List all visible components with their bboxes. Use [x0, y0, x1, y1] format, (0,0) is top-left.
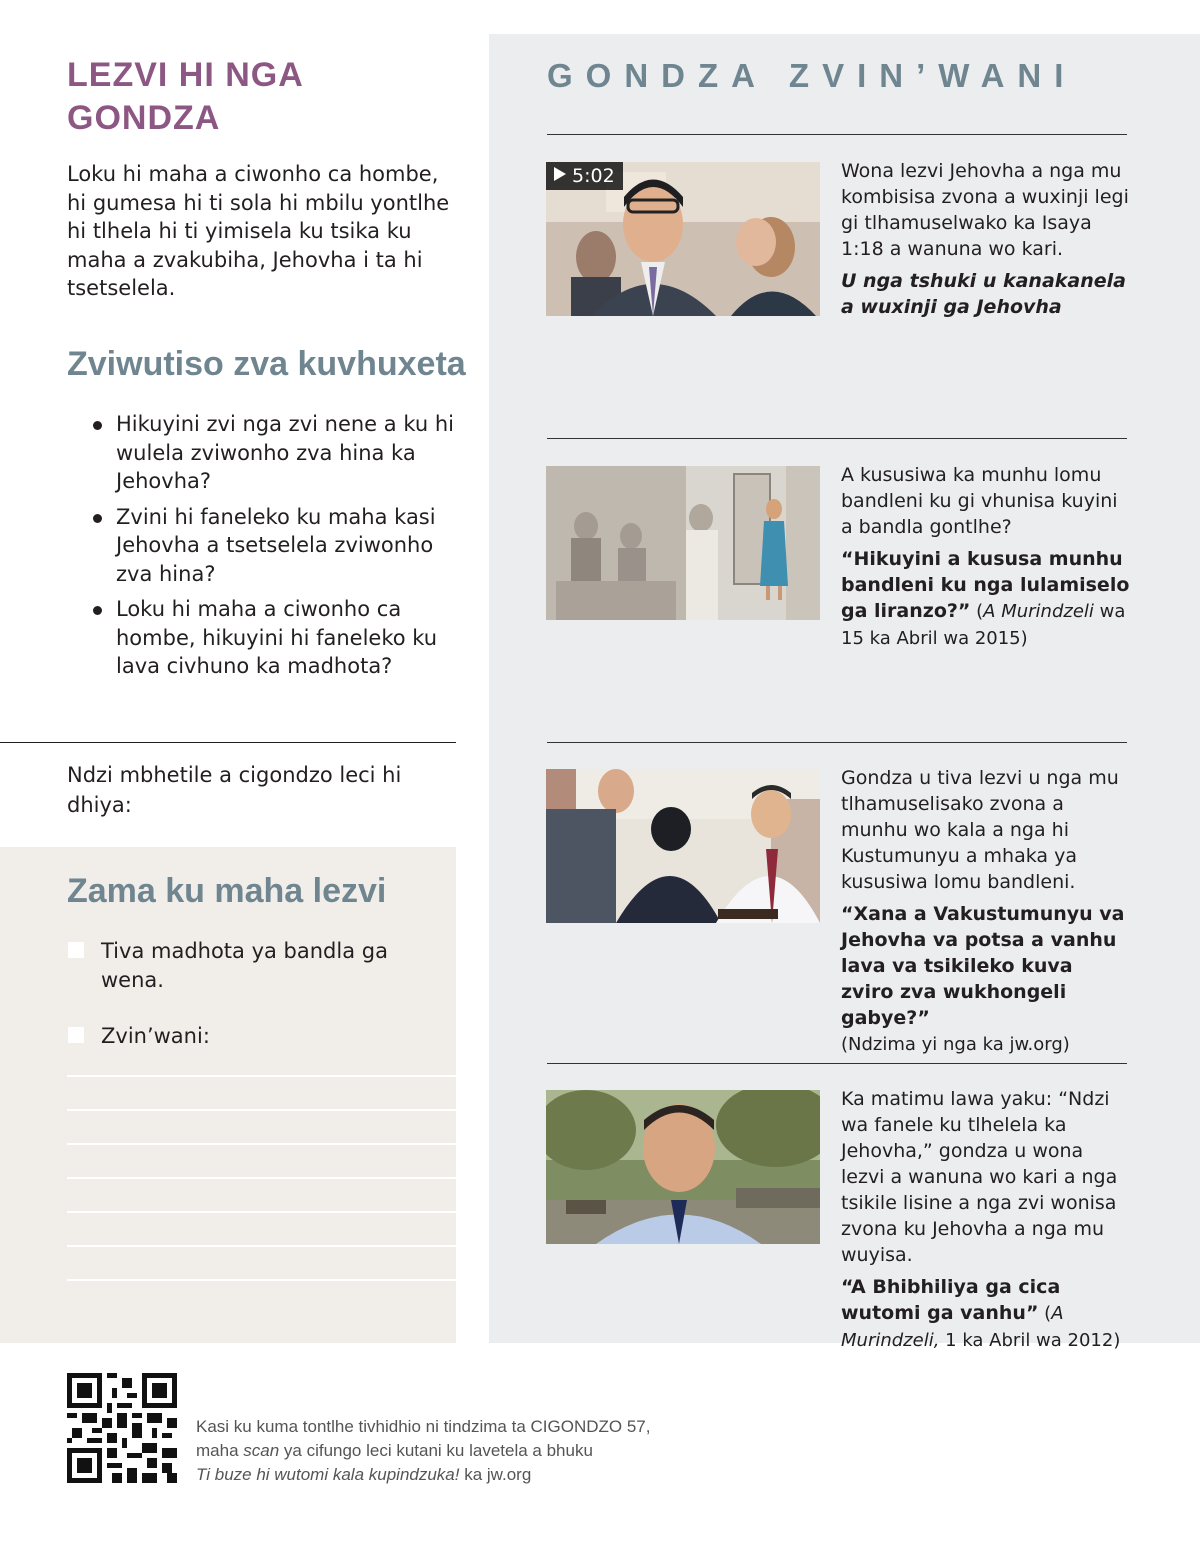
reference-publication: A Murindzeli,: [841, 1303, 1064, 1351]
footer-text: ya cifungo leci kutani ku lavetela a bhuku: [279, 1441, 593, 1460]
footer-line: Kasi ku kuma tontlhe tivhidhio ni tindzima ta CIGONDZO 57,: [196, 1417, 651, 1436]
explore-item-description: A kususiwa ka munhu lomu bandleni ku gi vhunisa kuyini a bandla gontlhe?: [841, 464, 1118, 538]
activity-item[interactable]: [67, 937, 407, 994]
review-questions: [92, 410, 462, 688]
bullet-icon: [93, 606, 102, 615]
checkbox[interactable]: [68, 1027, 84, 1043]
explore-item-reference[interactable]: [841, 901, 1131, 1058]
footer-book-title: Ti buze hi wutomi kala kupindzuka!: [196, 1465, 460, 1484]
reference-title[interactable]: U nga tshuki u kanakanela a wuxinji ga Jehovha: [841, 270, 1126, 318]
reference-publication: A Murindzeli: [983, 601, 1094, 622]
divider: [547, 134, 1127, 135]
reference-citation: (: [970, 601, 984, 622]
checkbox[interactable]: [68, 942, 84, 958]
illustration-thumbnail[interactable]: [546, 466, 820, 620]
divider: [547, 1063, 1127, 1064]
reference-title[interactable]: “Hikuyini a kususa munhu bandleni ku nga lulamiselo ga liranzo?”: [841, 548, 1130, 622]
writing-line[interactable]: [67, 1279, 456, 1281]
explore-item-description: Wona lezvi Jehovha a nga mu kombisisa zvona a wuxinji legi gi tlhamuselwako ka Isaya 1:18 a wanuna wo kari.: [841, 160, 1129, 260]
explore-item-reference[interactable]: [841, 268, 1131, 320]
footer-text: maha: [196, 1441, 244, 1460]
activity-item[interactable]: [67, 1022, 407, 1051]
explore-item-text: [841, 462, 1131, 652]
review-question: Loku hi maha a ciwonho ca hombe, hikuyini hi faneleko ku lava civhuno ka madhota?: [116, 597, 438, 678]
bullet-icon: [93, 514, 102, 523]
writing-line[interactable]: [67, 1109, 456, 1111]
explore-item-description: Ka matimu lawa yaku: “Ndzi wa fanele ku tlhelela ka Jehovha,” gondza u wona lezvi a wanuna wo kari a nga tsikile lisine a nga zvi wonisa zvona ku Jehovha a nga mu wuyisa.: [841, 1088, 1118, 1266]
explore-item-reference[interactable]: [841, 546, 1131, 652]
summary-title: [67, 54, 447, 140]
summary-title-line: GONDZA: [67, 99, 221, 137]
goal-text: Ndzi mbhetile a cigondzo leci hi dhiya:: [67, 763, 402, 817]
footer-note: [196, 1415, 796, 1487]
divider: [0, 742, 456, 743]
writing-line[interactable]: [67, 1211, 456, 1213]
review-heading: Zviwutiso zva kuvhuxeta: [67, 345, 466, 383]
list-item: [92, 503, 462, 589]
play-icon: [554, 167, 566, 181]
explore-item-text: [841, 1086, 1131, 1354]
footer-line: [196, 1463, 796, 1487]
reference-citation: wa 15 ka Abril wa 2015): [841, 601, 1126, 649]
divider: [547, 742, 1127, 743]
activity-heading: Zama ku maha lezvi: [67, 872, 387, 910]
explore-heading: GONDZA ZVIN’WANI: [547, 57, 1077, 94]
divider: [547, 438, 1127, 439]
reference-citation: (Ndzima yi nga ka jw.org): [841, 1034, 1070, 1055]
explore-item-text: [841, 158, 1131, 320]
bullet-icon: [93, 421, 102, 430]
list-item: [92, 410, 462, 496]
footer-line: [196, 1439, 796, 1463]
footer-text: ka jw.org: [459, 1465, 532, 1484]
qr-code-icon[interactable]: [67, 1373, 177, 1483]
video-thumbnail[interactable]: [546, 162, 820, 316]
footer-text: scan: [243, 1441, 280, 1460]
portrait-thumbnail[interactable]: [546, 1090, 820, 1244]
list-item: [92, 595, 462, 681]
explore-item-reference[interactable]: [841, 1274, 1131, 1354]
reference-title[interactable]: “Xana a Vakustumunyu va Jehovha va potsa a vanhu lava va tsikileko kuva zviro zva wukhongeli gabye?”: [841, 903, 1125, 1029]
reference-citation: (: [1038, 1303, 1052, 1324]
summary-text: Loku hi maha a ciwonho ca hombe, hi gumesa hi ti sola hi mbilu yontlhe hi tlhela hi ti yimisela ku tsika ku maha a zvakubiha, Jehovha i ta hi tsetselela.: [67, 162, 450, 300]
writing-line[interactable]: [67, 1143, 456, 1145]
writing-line[interactable]: [67, 1075, 456, 1077]
explore-item-description: Gondza u tiva lezvi u nga mu tlhamuselisako zvona a munhu wo kala a nga hi Kustumunyu a mhaka ya kususiwa lomu bandleni.: [841, 767, 1119, 893]
activity-panel: [0, 847, 456, 1343]
writing-line[interactable]: [67, 1177, 456, 1179]
photo-thumbnail[interactable]: [546, 769, 820, 923]
review-question: Hikuyini zvi nga zvi nene a ku hi wulela zviwonho zva hina ka Jehovha?: [116, 412, 454, 493]
activity-item-label: Zvin’wani:: [101, 1024, 210, 1048]
reference-citation: 1 ka Abril wa 2012): [939, 1330, 1121, 1351]
reference-title[interactable]: “A Bhibhiliya ga cica wutomi ga vanhu”: [841, 1276, 1061, 1324]
activity-item-label: Tiva madhota ya bandla ga wena.: [101, 939, 388, 992]
summary-title-line: LEZVI HI NGA: [67, 56, 304, 94]
video-duration-badge: [546, 162, 623, 190]
review-question: Zvini hi faneleko ku maha kasi Jehovha a tsetselela zviwonho zva hina?: [116, 504, 436, 586]
video-duration: 5:02: [572, 165, 615, 187]
explore-item-text: [841, 765, 1131, 1058]
writing-line[interactable]: [67, 1245, 456, 1247]
